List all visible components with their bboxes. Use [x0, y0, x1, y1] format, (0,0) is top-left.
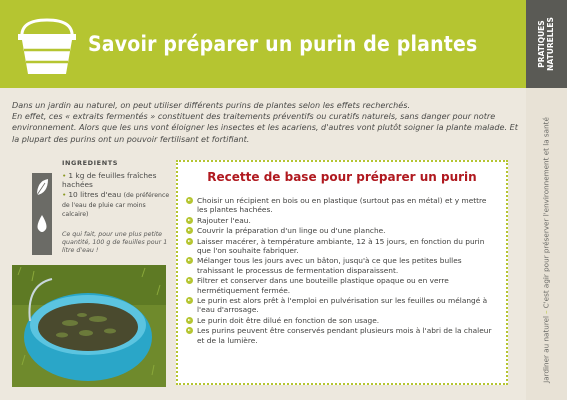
recipe-step-text: Couvrir la préparation d'un linge ou d'une planche.: [197, 226, 386, 236]
arrow-bullet-icon: [186, 317, 193, 324]
section-tab-line2: NATURELLES: [546, 17, 555, 71]
arrow-bullet-icon: [186, 297, 193, 304]
purin-bucket-photo: [12, 265, 166, 387]
leaf-and-drop-icons: [32, 173, 52, 255]
side-footer-part2: C'est agir pour préserver l'environnement et la santé: [541, 117, 551, 309]
recipe-step-text: Le purin est alors prêt à l'emploi en pulvérisation sur les feuilles ou mélangé à l'eau d'arrosage.: [197, 296, 488, 315]
recipe-step: [186, 326, 498, 345]
recipe-step: [186, 237, 498, 256]
recipe-step: [186, 316, 498, 325]
ingredient-item-2-text: 10 litres d'eau: [68, 190, 122, 199]
recipe-step-text: Laisser macérer, à température ambiante, 12 à 15 jours, en fonction du purin que l'on souhaite fabriquer.: [197, 236, 485, 256]
bucket-icon: [14, 16, 80, 78]
arrow-bullet-icon: [186, 238, 193, 245]
recipe-step-text: Le purin doit être dilué en fonction de son usage.: [197, 315, 380, 325]
side-footer: [542, 105, 551, 395]
ingredients-note: Ce qui fait, pour une plus petite quantité, 100 g de feuilles pour 1 litre d'eau !: [62, 231, 168, 254]
recipe-step-text: Les purins peuvent être conservés pendant plusieurs mois à l'abri de la chaleur et de la lumière.: [197, 326, 492, 345]
recipe-title: Recette de base pour préparer un purin: [207, 170, 477, 184]
recipe-step-text: Mélanger tous les jours avec un bâton, jusqu'à ce que les petites bulles trahissant le processus de fermentation disparaissent.: [197, 256, 462, 275]
recipe-step-text: Filtrer et conserver dans une bouteille plastique opaque ou en verre hermétiquement fermée.: [197, 276, 449, 295]
ingredients-list: [62, 171, 172, 220]
arrow-bullet-icon: [186, 277, 193, 284]
recipe-step: [186, 196, 498, 215]
section-tab-label: [537, 0, 555, 88]
side-footer-separator: –: [541, 310, 551, 314]
intro-paragraph-1: Dans un jardin au naturel, on peut utiliser différents purins de plantes selon les effets recherchés.: [12, 100, 411, 110]
section-tab-line1: PRATIQUES: [537, 20, 546, 68]
ingredient-item: • 1 kg de feuilles fraîches hachées: [62, 171, 157, 189]
arrow-bullet-icon: [186, 257, 193, 264]
recipe-step: [186, 256, 498, 275]
arrow-bullet-icon: [186, 327, 193, 334]
ingredient-item: • 10 litres d'eau (de préférence de l'eau de pluie car moins calcaire): [62, 190, 170, 218]
recipe-step: [186, 226, 498, 235]
recipe-steps: [186, 196, 498, 346]
water-drop-icon: [38, 215, 47, 232]
intro-text: [12, 100, 524, 145]
arrow-bullet-icon: [186, 217, 193, 224]
recipe-step: [186, 296, 498, 315]
arrow-bullet-icon: [186, 197, 193, 204]
ingredient-item-2-note: (de préférence de l'eau de pluie car moins calcaire): [62, 192, 170, 218]
header-banner: [0, 0, 526, 88]
ingredient-item-1-text: 1 kg de feuilles fraîches hachées: [62, 171, 157, 189]
side-footer-part1: Jardiner au naturel: [541, 315, 551, 383]
arrow-bullet-icon: [186, 227, 193, 234]
recipe-step: [186, 216, 498, 225]
recipe-box: [176, 160, 508, 385]
page-title: Savoir préparer un purin de plantes: [88, 32, 478, 56]
leaf-icon: [37, 179, 48, 195]
recipe-step-text: Rajouter l'eau.: [197, 215, 251, 225]
ingredients-title: INGREDIENTS: [62, 159, 119, 167]
recipe-step: [186, 276, 498, 295]
ingredients-icon-strip: [32, 173, 52, 255]
recipe-step-text: Choisir un récipient en bois ou en plastique (surtout pas en métal) et y mettre les plantes hachées.: [197, 196, 487, 215]
intro-paragraph-2: En effet, ces « extraits fermentés » constituent des traitements préventifs ou curatifs naturels, sans danger pour notre environnement. Alors que les uns vont éloigner les insectes et les acariens, d'autres vont plutôt soigner la plante malade. Et la plupart des purins ont un pouvoir fertilisant et fortifiant.: [12, 111, 518, 144]
